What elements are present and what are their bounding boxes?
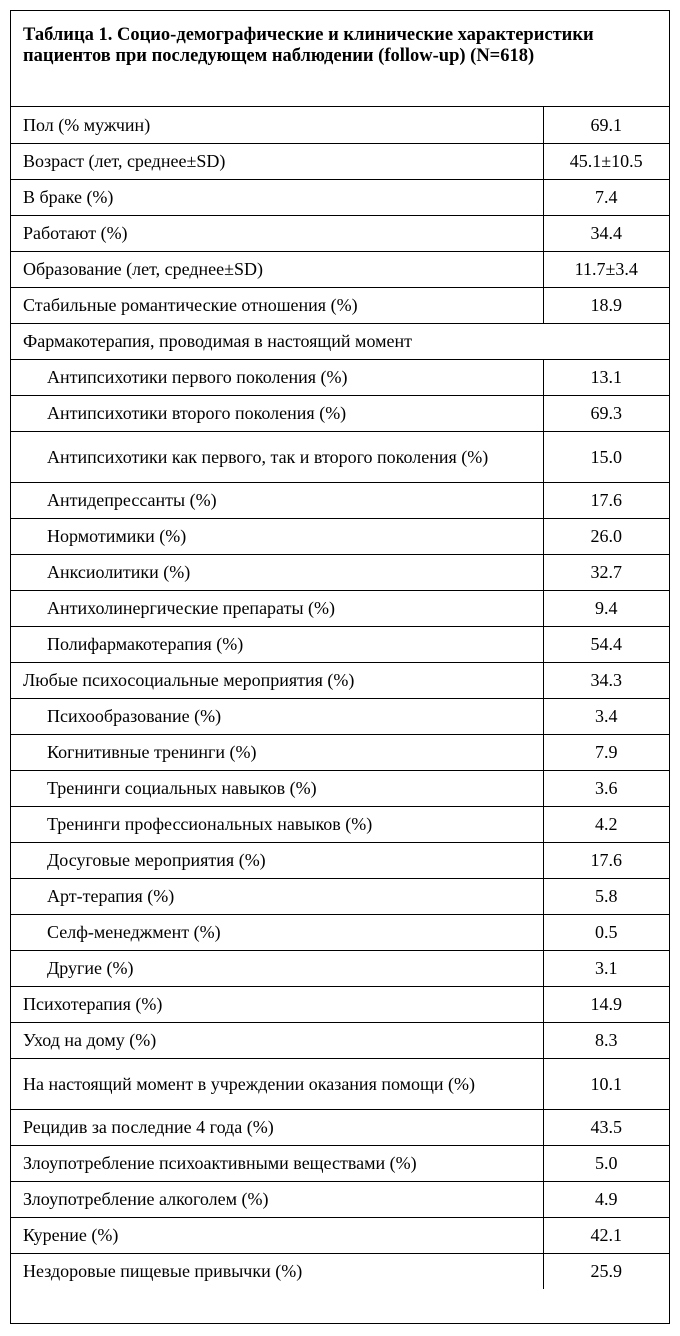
table-row [11, 1145, 669, 1181]
table-row [11, 662, 669, 698]
table-row [11, 143, 669, 179]
row-value: 5.0 [543, 1145, 669, 1181]
table-row [11, 986, 669, 1022]
row-value: 11.7±3.4 [543, 251, 669, 287]
row-label: Курение (%) [11, 1217, 543, 1253]
table-row [11, 215, 669, 251]
table-row [11, 914, 669, 950]
table-row [11, 395, 669, 431]
row-label: Уход на дому (%) [11, 1022, 543, 1058]
row-value: 3.6 [543, 770, 669, 806]
table-row [11, 107, 669, 143]
table-row [11, 359, 669, 395]
row-value: 69.1 [543, 107, 669, 143]
row-label: Стабильные романтические отношения (%) [11, 287, 543, 323]
table-row [11, 431, 669, 482]
row-value: 4.9 [543, 1181, 669, 1217]
row-label: Селф-менеджмент (%) [11, 914, 543, 950]
row-value: 25.9 [543, 1253, 669, 1289]
row-label: Психотерапия (%) [11, 986, 543, 1022]
row-value: 26.0 [543, 518, 669, 554]
table-row [11, 1022, 669, 1058]
row-label: Любые психосоциальные мероприятия (%) [11, 662, 543, 698]
row-value: 3.1 [543, 950, 669, 986]
table-row [11, 950, 669, 986]
row-value: 14.9 [543, 986, 669, 1022]
row-label: Злоупотребление алкоголем (%) [11, 1181, 543, 1217]
row-value: 34.3 [543, 662, 669, 698]
row-label: Психообразование (%) [11, 698, 543, 734]
row-label: Рецидив за последние 4 года (%) [11, 1109, 543, 1145]
row-value: 8.3 [543, 1022, 669, 1058]
row-value: 54.4 [543, 626, 669, 662]
row-value: 0.5 [543, 914, 669, 950]
row-label: Антипсихотики как первого, так и второго поколения (%) [11, 431, 543, 482]
table-row [11, 734, 669, 770]
row-label: Арт-терапия (%) [11, 878, 543, 914]
row-label: Антипсихотики первого поколения (%) [11, 359, 543, 395]
row-label: Тренинги профессиональных навыков (%) [11, 806, 543, 842]
table-row [11, 1181, 669, 1217]
row-label: В браке (%) [11, 179, 543, 215]
row-label: Антихолинергические препараты (%) [11, 590, 543, 626]
table-row [11, 518, 669, 554]
table-row [11, 251, 669, 287]
row-value: 10.1 [543, 1058, 669, 1109]
row-label: Анксиолитики (%) [11, 554, 543, 590]
row-value: 3.4 [543, 698, 669, 734]
row-value: 5.8 [543, 878, 669, 914]
row-value: 45.1±10.5 [543, 143, 669, 179]
row-value: 7.9 [543, 734, 669, 770]
row-value: 69.3 [543, 395, 669, 431]
row-value: 17.6 [543, 842, 669, 878]
row-value: 34.4 [543, 215, 669, 251]
row-label: Досуговые мероприятия (%) [11, 842, 543, 878]
table-row [11, 287, 669, 323]
table-row [11, 698, 669, 734]
table-row [11, 590, 669, 626]
row-label: Другие (%) [11, 950, 543, 986]
row-value: 15.0 [543, 431, 669, 482]
table-row [11, 806, 669, 842]
row-label: Возраст (лет, среднее±SD) [11, 143, 543, 179]
row-label: Антипсихотики второго поколения (%) [11, 395, 543, 431]
row-value: 17.6 [543, 482, 669, 518]
table-row [11, 1058, 669, 1109]
row-value: 9.4 [543, 590, 669, 626]
table-row [11, 770, 669, 806]
row-label: Когнитивные тренинги (%) [11, 734, 543, 770]
row-value: 4.2 [543, 806, 669, 842]
row-label: Антидепрессанты (%) [11, 482, 543, 518]
row-label: Работают (%) [11, 215, 543, 251]
row-label: Полифармакотерапия (%) [11, 626, 543, 662]
table-row [11, 179, 669, 215]
table-row [11, 878, 669, 914]
table-row [11, 1253, 669, 1289]
row-value: 7.4 [543, 179, 669, 215]
row-label: Тренинги социальных навыков (%) [11, 770, 543, 806]
row-label: Злоупотребление психоактивными веществами (%) [11, 1145, 543, 1181]
table-row [11, 626, 669, 662]
table-row [11, 1217, 669, 1253]
characteristics-table [11, 107, 669, 1289]
row-value: 43.5 [543, 1109, 669, 1145]
section-label: Фармакотерапия, проводимая в настоящий момент [11, 323, 669, 359]
row-value: 42.1 [543, 1217, 669, 1253]
table-row [11, 554, 669, 590]
table-row [11, 1109, 669, 1145]
row-value: 18.9 [543, 287, 669, 323]
row-label: Образование (лет, среднее±SD) [11, 251, 543, 287]
row-value: 13.1 [543, 359, 669, 395]
row-label: Пол (% мужчин) [23, 114, 151, 135]
table-title: Таблица 1. Социо-демографические и клинические характеристики пациентов при последующем наблюдении (follow-up) (N=618) [11, 11, 669, 107]
row-value: 32.7 [543, 554, 669, 590]
row-label: На настоящий момент в учреждении оказания помощи (%) [11, 1058, 543, 1109]
table-row [11, 842, 669, 878]
table-row [11, 482, 669, 518]
row-label: Нездоровые пищевые привычки (%) [11, 1253, 543, 1289]
row-label: Нормотимики (%) [11, 518, 543, 554]
table-document [10, 10, 670, 1324]
section-row [11, 323, 669, 359]
